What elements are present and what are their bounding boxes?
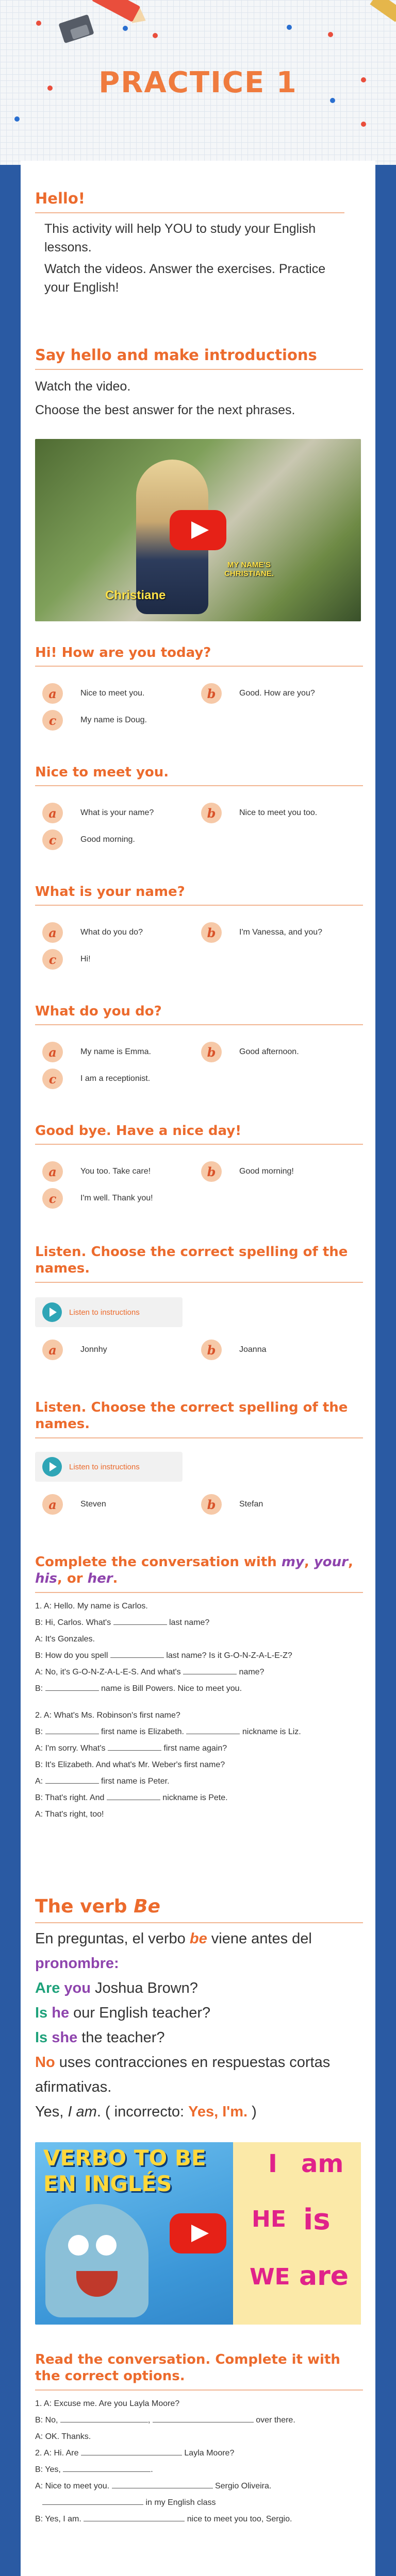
conversation-line [35, 2478, 363, 2495]
answer-blank[interactable] [45, 1725, 99, 1734]
video-title [43, 2145, 206, 2197]
conversation-line [35, 2445, 363, 2462]
intro-heading: Hello! [35, 190, 85, 207]
divider [35, 785, 363, 786]
option-letter: b [201, 1340, 222, 1360]
option-letter: c [42, 949, 63, 970]
option-text: I'm well. Thank you! [80, 1194, 153, 1202]
conversation-line: A: That's right, too! [35, 1810, 104, 1819]
option-text: Hi! [80, 955, 91, 963]
example-line [35, 2001, 363, 2025]
intro-line-2: Watch the videos. Answer the exercises. Practice your English! [44, 262, 326, 295]
answer-blank[interactable] [110, 1649, 164, 1658]
option-text: Nice to meet you. [80, 689, 145, 698]
confetti-dot [361, 122, 366, 127]
conversation-line: 2. A: What's Ms. Robinson's first name? [35, 1711, 180, 1720]
video-name-label: Christiane [105, 588, 166, 602]
option-text: Good morning. [80, 835, 135, 844]
option-text: Joanna [239, 1345, 267, 1354]
divider [35, 1922, 363, 1923]
line-text: last name? Is it G-O-N-Z-A-L-E-Z? [166, 1651, 292, 1660]
line-text: B: [35, 1684, 43, 1693]
line-text: B: How do you spell [35, 1651, 108, 1660]
question-block [35, 884, 363, 906]
heading-word-her: her [87, 1571, 113, 1586]
text: uses contracciones en respuestas cortas [55, 2054, 331, 2071]
line-text: B: Yes, I am. [35, 2515, 81, 2523]
text: Joshua Brown? [90, 1980, 198, 1996]
conversation-line [35, 1724, 363, 1740]
text: I am [68, 2104, 97, 2120]
verb-highlight: Are [35, 1980, 60, 1996]
divider [35, 905, 363, 906]
line-text: first name is Elizabeth. [101, 1727, 184, 1736]
option-text: Good. How are you? [239, 689, 315, 698]
line-text: nickname is Liz. [242, 1727, 301, 1736]
question-heading: What do you do? [35, 1004, 162, 1019]
pronoun-highlight: she [52, 2029, 78, 2046]
heading-word-his: his [35, 1571, 57, 1586]
video-title-line-1: VERBO TO BE [43, 2145, 206, 2171]
conversation-line [35, 1740, 363, 1757]
highlight: be [189, 1930, 207, 1947]
section-heading [35, 1554, 363, 1587]
answer-option[interactable] [42, 709, 147, 732]
heading-comma: , [304, 1554, 314, 1570]
answer-blank[interactable] [63, 2463, 151, 2472]
crayon-decoration [370, 0, 396, 22]
answer-option[interactable] [201, 802, 317, 824]
answer-option[interactable] [42, 1160, 151, 1183]
option-text: My name is Emma. [80, 1047, 151, 1056]
verb-highlight: Is [35, 2029, 48, 2046]
divider [35, 369, 363, 370]
answer-option[interactable] [42, 1493, 106, 1516]
line-text: name is Bill Powers. Nice to meet you. [101, 1684, 242, 1693]
line-text: first name is Peter. [101, 1777, 170, 1786]
line-text: A: [35, 1777, 43, 1786]
heading-text: Complete the conversation with [35, 1554, 282, 1570]
text: our English teacher? [69, 2005, 211, 2021]
listen-instructions-button[interactable] [35, 1297, 183, 1327]
question-block [35, 1123, 363, 1145]
option-text: My name is Doug. [80, 716, 147, 724]
conversation-line [35, 1648, 363, 1664]
line-text: Layla Moore? [184, 2449, 235, 2458]
answer-option[interactable] [201, 921, 322, 944]
heading-word-my: my [281, 1554, 304, 1570]
answer-option[interactable] [201, 1493, 263, 1516]
conversation-line [35, 1664, 363, 1681]
line-text: A: No, it's G-O-N-Z-A-L-E-S. And what's [35, 1668, 181, 1676]
section-heading: Read the conversation. Complete it with the correct options. [35, 2352, 340, 2384]
intro-line-1: This activity will help YOU to study your English lessons. [44, 222, 316, 255]
conversation-line: 1. A: Excuse me. Are you Layla Moore? [35, 2399, 180, 2408]
answer-blank[interactable] [112, 2479, 213, 2488]
heading-or: , or [57, 1571, 88, 1586]
pronoun-highlight: you [64, 1980, 91, 1996]
text: the teacher? [77, 2029, 165, 2046]
conversation-line [35, 1773, 363, 1790]
divider [35, 1437, 363, 1438]
intro-section [35, 190, 363, 297]
question-block [35, 1004, 363, 1025]
line-text: B: Yes, [35, 2465, 61, 2474]
highlight: No [35, 2054, 55, 2071]
text: ) [248, 2104, 257, 2120]
answer-blank[interactable] [107, 1791, 160, 1800]
cartoon-character [45, 2204, 148, 2317]
answer-blank[interactable] [45, 1774, 99, 1784]
option-text: Steven [80, 1500, 106, 1509]
conversation-3 [35, 2396, 363, 2528]
divider [35, 2389, 363, 2391]
video-word: are [299, 2261, 349, 2292]
option-letter: b [201, 1161, 222, 1182]
grammar-line: pronombre: [35, 1955, 119, 1972]
conversation-line [35, 1615, 363, 1631]
option-letter: a [42, 683, 63, 704]
answer-option[interactable] [201, 1338, 267, 1361]
answer-option[interactable] [42, 1041, 151, 1063]
option-letter: a [42, 1494, 63, 1515]
heading-word-your: your [314, 1554, 348, 1570]
option-text: Stefan [239, 1500, 263, 1509]
grammar-line [35, 1926, 363, 1951]
confetti-dot [14, 116, 20, 122]
line-text: A: Nice to meet you. [35, 2482, 110, 2490]
confetti-dot [328, 32, 333, 37]
example-line [35, 2025, 363, 2050]
verb-highlight: Is [35, 2005, 48, 2021]
line-text: A: I'm sorry. What's [35, 1744, 106, 1753]
answer-option[interactable] [42, 682, 145, 705]
grammar-explanation [35, 1926, 363, 2124]
question-block [35, 645, 363, 667]
option-text: What is your name? [80, 808, 154, 817]
heading-period: . [112, 1571, 118, 1586]
option-letter: a [42, 922, 63, 943]
divider [35, 1592, 363, 1593]
video-word: HE [252, 2206, 286, 2232]
confetti-dot [36, 21, 41, 26]
answer-option[interactable] [42, 802, 154, 824]
listen-instructions-button[interactable] [35, 1452, 183, 1482]
line-text: 2. A: Hi. Are [35, 2449, 79, 2458]
confetti-dot [287, 25, 292, 30]
divider [35, 666, 363, 667]
line-text: nickname is Pete. [162, 1793, 228, 1802]
video-caption-line-1: MY NAME'S [227, 561, 271, 569]
video-word: am [301, 2149, 344, 2178]
option-text: Good morning! [239, 1167, 294, 1176]
answer-blank[interactable] [183, 1665, 237, 1674]
highlight: Yes, I'm. [188, 2104, 248, 2120]
page-header [0, 0, 396, 165]
instruction-line-2: Choose the best answer for the next phrases. [35, 403, 295, 417]
divider [35, 1144, 363, 1145]
listen-section-2 [35, 1399, 363, 1438]
answer-option[interactable] [42, 1338, 107, 1361]
answer-option[interactable] [42, 1187, 153, 1210]
text: viene antes del [207, 1930, 312, 1947]
option-text: Jonnhy [80, 1345, 107, 1354]
introductions-section [35, 346, 363, 419]
option-letter: b [201, 683, 222, 704]
introductions-video[interactable] [35, 439, 361, 621]
line-text: , [147, 2416, 151, 2425]
option-letter: a [42, 1042, 63, 1062]
play-button-icon[interactable] [170, 510, 226, 550]
pronoun-highlight: he [52, 2005, 70, 2021]
conversation-line: 1. A: Hello. My name is Carlos. [35, 1602, 148, 1611]
video-caption [210, 561, 288, 578]
video-word: is [303, 2203, 331, 2236]
conversation-line [35, 1790, 363, 1806]
conversation-2 [35, 1707, 363, 1823]
option-letter: c [42, 829, 63, 850]
option-letter: b [201, 1042, 222, 1062]
conversation-line [35, 2412, 363, 2429]
listen-button-label: Listen to instructions [69, 1462, 140, 1471]
section-heading [35, 1896, 363, 1917]
conversation-line [35, 2462, 363, 2478]
option-text: Good afternoon. [239, 1047, 299, 1056]
confetti-dot [123, 26, 128, 31]
section-heading: Listen. Choose the correct spelling of the names. [35, 1244, 348, 1276]
listen-button-label: Listen to instructions [69, 1308, 140, 1317]
conversation-line: A: It's Gonzales. [35, 1635, 95, 1643]
option-text: Nice to meet you too. [239, 808, 318, 817]
option-letter: a [42, 803, 63, 823]
answer-blank[interactable] [84, 2512, 185, 2521]
answer-option[interactable] [42, 948, 91, 971]
option-letter: a [42, 1161, 63, 1182]
answer-blank[interactable] [153, 2413, 254, 2422]
option-text: I'm Vanessa, and you? [239, 928, 323, 937]
option-letter: b [201, 922, 222, 943]
heading-comma: , [348, 1554, 353, 1570]
question-block [35, 765, 363, 786]
answer-blank[interactable] [81, 2446, 182, 2455]
option-letter: c [42, 710, 63, 731]
video-caption-line-2: CHRISTIANE. [224, 569, 274, 578]
text: Yes, [35, 2104, 68, 2120]
answer-blank[interactable] [42, 2496, 143, 2505]
heading-verb: Be [134, 1896, 160, 1917]
verb-be-section [35, 1896, 363, 2124]
option-letter: a [42, 1340, 63, 1360]
conversation-1 [35, 1598, 363, 1697]
question-heading: Good bye. Have a nice day! [35, 1123, 242, 1139]
answer-blank[interactable] [186, 1725, 240, 1734]
answer-blank[interactable] [108, 1741, 161, 1751]
play-button-icon[interactable] [170, 2213, 226, 2253]
text: . ( incorrecto: [96, 2104, 189, 2120]
play-icon [42, 1457, 62, 1477]
confetti-dot [153, 33, 158, 38]
answer-option[interactable] [201, 1160, 294, 1183]
option-letter: c [42, 1188, 63, 1209]
line-text: name? [239, 1668, 265, 1676]
heading-text: The verb [35, 1896, 134, 1917]
content-page [21, 161, 375, 2576]
conversation-line: A: OK. Thanks. [35, 2432, 91, 2441]
option-letter: b [201, 1494, 222, 1515]
section-heading: Say hello and make introductions [35, 346, 317, 364]
line-text: B: [35, 1727, 43, 1736]
listen-section-1 [35, 1244, 363, 1283]
option-text: What do you do? [80, 928, 143, 937]
answer-blank[interactable] [113, 1616, 167, 1625]
grammar-line: afirmativas. [35, 2079, 112, 2095]
complete-conversation-section [35, 1554, 363, 1823]
video-word: WE [250, 2264, 290, 2290]
line-text: last name? [169, 1618, 210, 1627]
question-heading: Hi! How are you today? [35, 645, 211, 660]
cartoon-eye [68, 2235, 89, 2256]
conversation-line [35, 1681, 363, 1697]
cartoon-eye [96, 2235, 117, 2256]
page-title: PRACTICE 1 [98, 66, 298, 99]
line-text: in my English class [145, 2498, 216, 2507]
instruction-line-1: Watch the video. [35, 379, 131, 394]
line-text: first name again? [163, 1744, 227, 1753]
line-text: over there. [256, 2416, 295, 2425]
line-text: . [151, 2465, 153, 2474]
conversation-line [35, 2495, 363, 2511]
answer-option[interactable] [42, 921, 143, 944]
answer-option[interactable] [201, 682, 315, 705]
verb-be-video[interactable] [35, 2142, 361, 2325]
divider [35, 1282, 363, 1283]
question-heading: What is your name? [35, 884, 185, 900]
read-conversation-section [35, 2351, 363, 2528]
answer-blank[interactable] [60, 2413, 148, 2422]
line-text: B: Hi, Carlos. What's [35, 1618, 111, 1627]
play-icon [42, 1302, 62, 1322]
option-text: I am a receptionist. [80, 1074, 151, 1083]
question-heading: Nice to meet you. [35, 765, 169, 780]
line-text: Sergio Oliveira. [214, 2482, 272, 2490]
grammar-line [35, 2050, 363, 2075]
line-text: B: No, [35, 2416, 58, 2425]
conversation-line [35, 2511, 363, 2528]
option-letter: b [201, 803, 222, 823]
answer-option[interactable] [42, 1067, 150, 1090]
video-title-line-2: EN INGLÉS [43, 2171, 172, 2196]
answer-blank[interactable] [45, 1682, 99, 1691]
section-heading: Listen. Choose the correct spelling of the names. [35, 1400, 348, 1432]
divider [35, 212, 344, 213]
line-text: nice to meet you too, Sergio. [187, 2515, 292, 2523]
conversation-line: B: It's Elizabeth. And what's Mr. Weber's first name? [35, 1760, 225, 1769]
answer-option[interactable] [42, 828, 135, 851]
example-line [35, 2099, 363, 2124]
option-letter: c [42, 1069, 63, 1089]
option-text: You too. Take care! [80, 1167, 151, 1176]
answer-option[interactable] [201, 1041, 299, 1063]
divider [35, 1024, 363, 1025]
video-word: I [268, 2149, 277, 2178]
text: En preguntas, el verbo [35, 1930, 190, 1947]
example-line [35, 1976, 363, 2001]
line-text: B: That's right. And [35, 1793, 105, 1802]
